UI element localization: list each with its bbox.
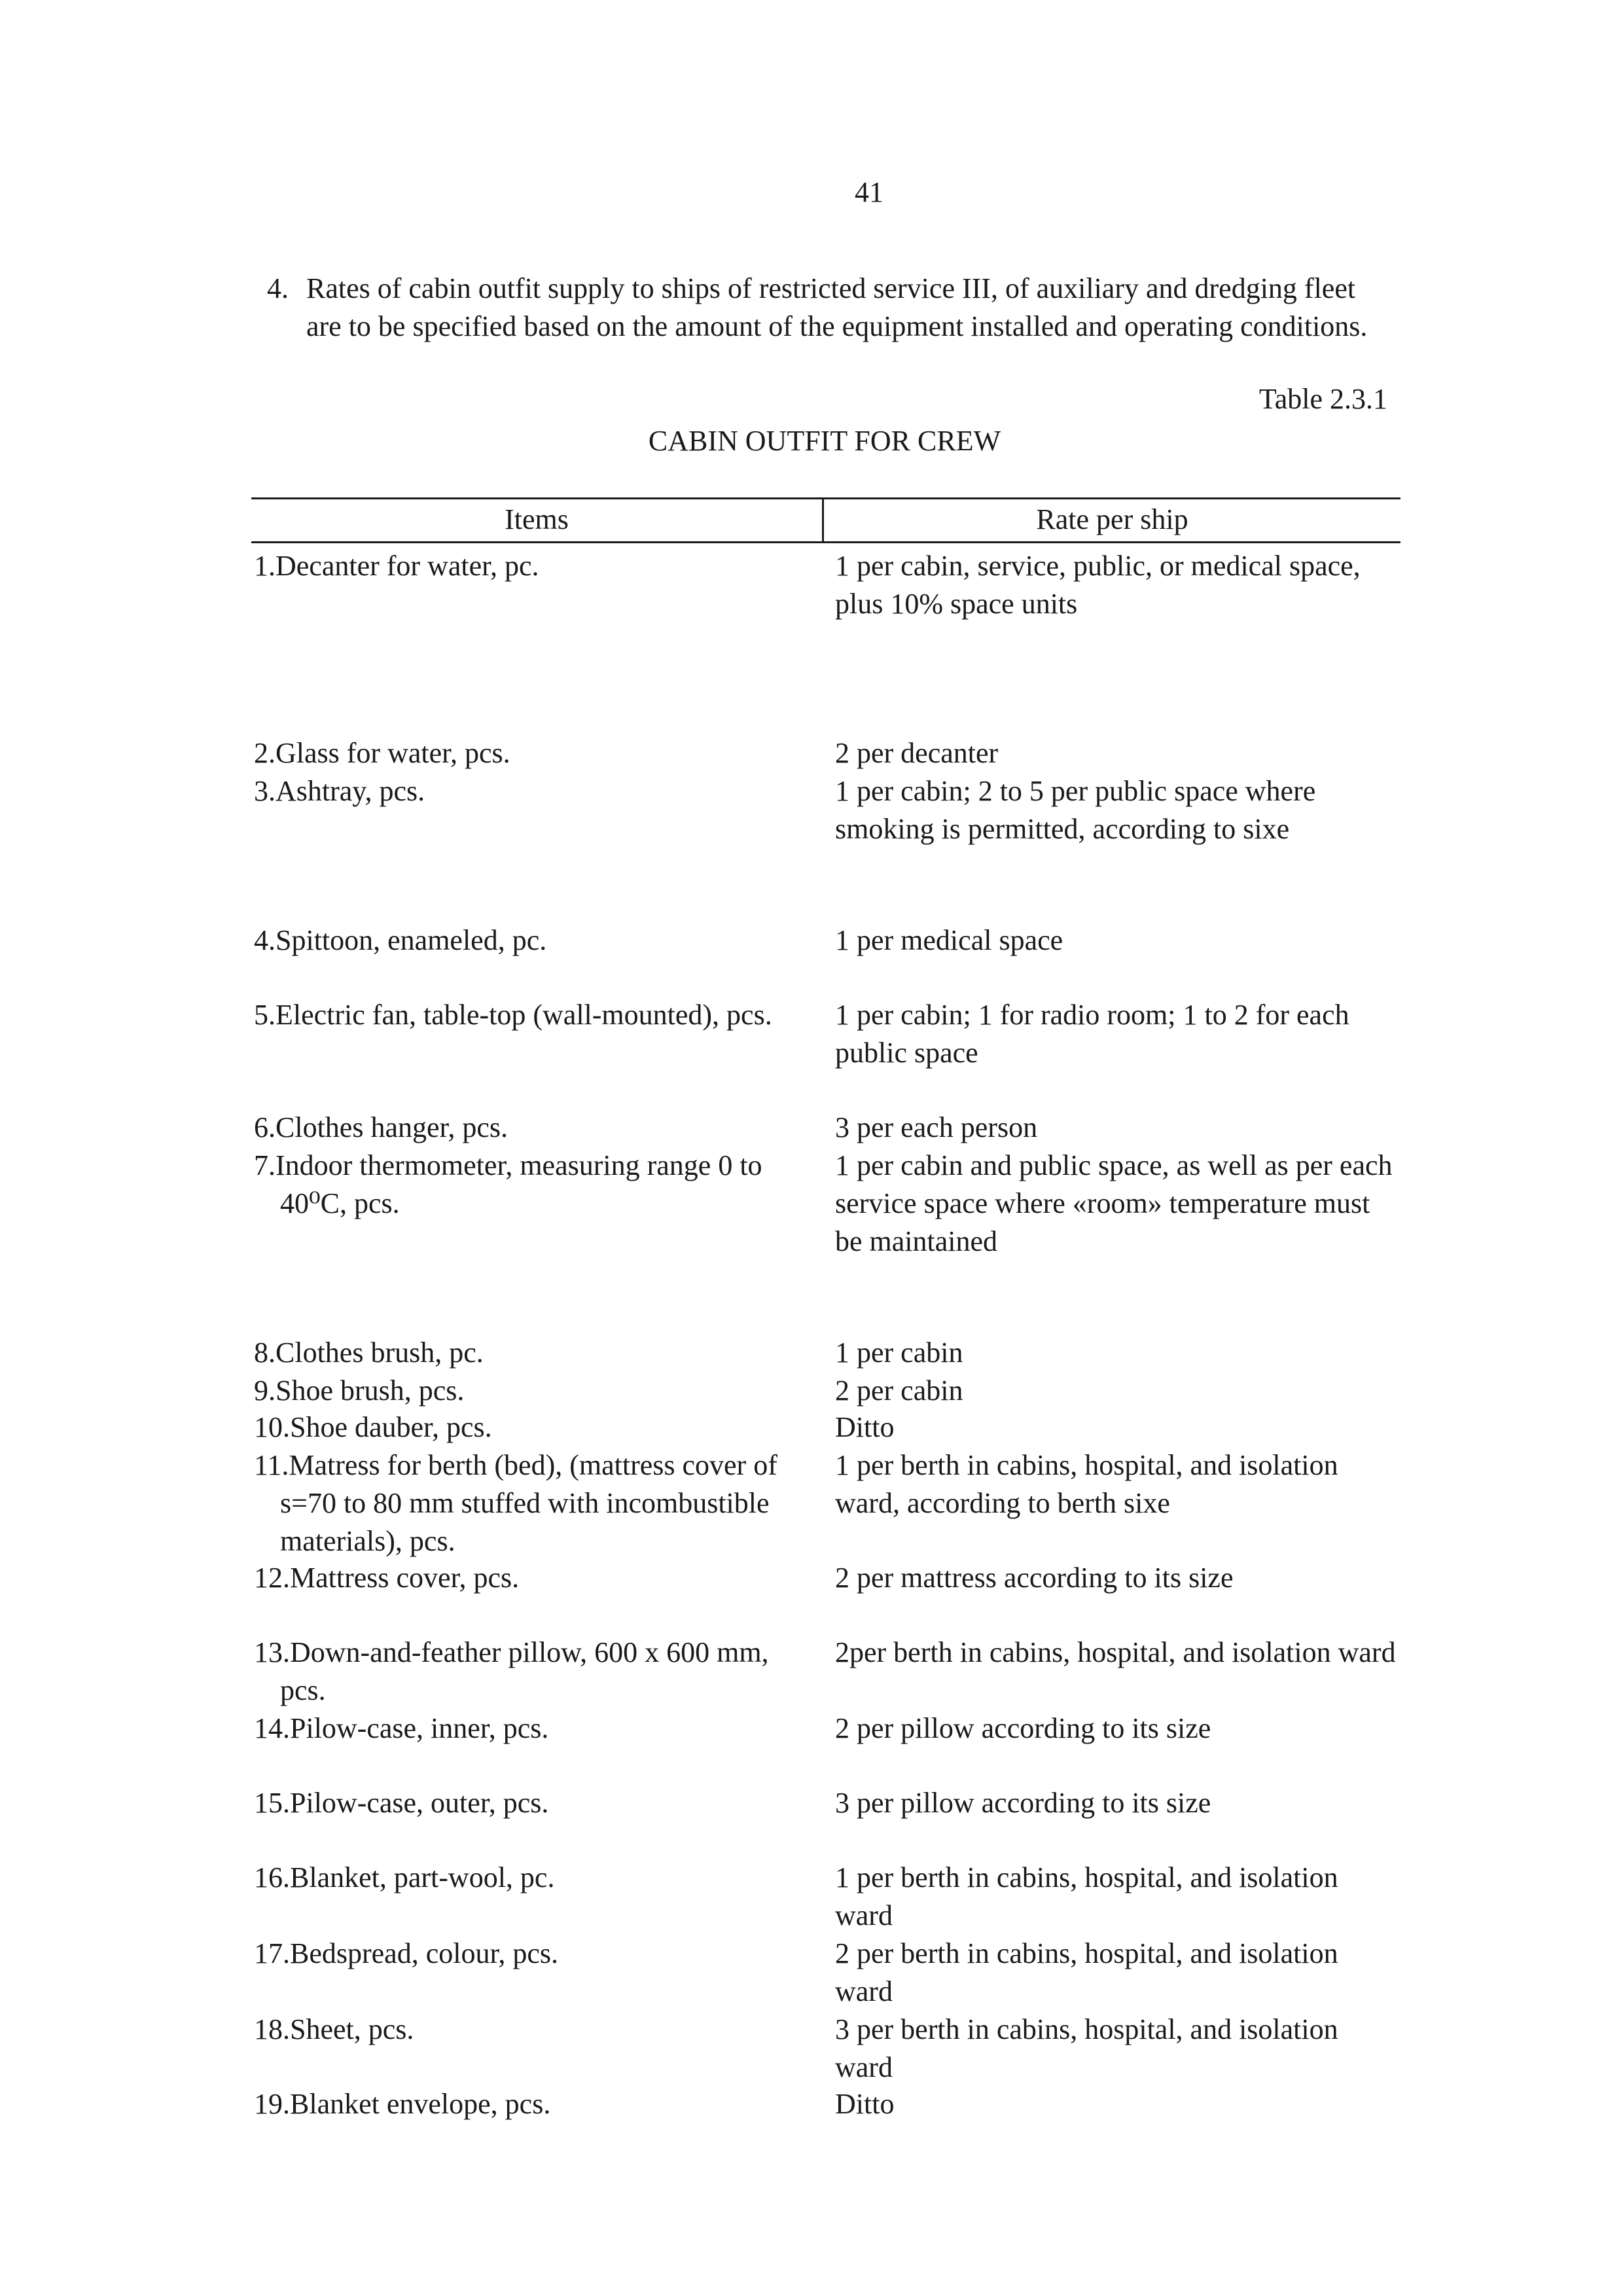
row-rate: 1 per cabin; 2 to 5 per public space where smoking is permitted, according to sixe bbox=[835, 775, 1316, 845]
row-rate: 2 per mattress according to its size bbox=[835, 1562, 1234, 1594]
row-rate: 3 per berth in cabins, hospital, and isolation ward bbox=[835, 2013, 1338, 2083]
row-item: 11.Matress for berth (bed), (mattress cover of s=70 to 80 mm stuffed with incombustible materials), pcs. bbox=[254, 1449, 777, 1557]
row-rate: 1 per medical space bbox=[835, 924, 1063, 956]
row-item: 15.Pilow-case, outer, pcs. bbox=[254, 1787, 549, 1819]
intro-text: Rates of cabin outfit supply to ships of restricted service III, of auxiliary and dredging fleet are to be specified based on the amount of the equipment installed and operating conditions. bbox=[306, 272, 1368, 342]
row-rate: 3 per each person bbox=[835, 1111, 1038, 1143]
row-item: 6.Clothes hanger, pcs. bbox=[254, 1111, 508, 1143]
row-rate: 2 per berth in cabins, hospital, and isolation ward bbox=[835, 1937, 1338, 2007]
row-item: 12.Mattress cover, pcs. bbox=[254, 1562, 520, 1594]
row-rate: Ditto bbox=[835, 1411, 895, 1443]
row-item: 14.Pilow-case, inner, pcs. bbox=[254, 1712, 549, 1744]
row-item: 3.Ashtray, pcs. bbox=[254, 775, 425, 807]
row-item: 2.Glass for water, pcs. bbox=[254, 737, 510, 769]
intro-paragraph bbox=[267, 270, 1393, 346]
table-header-row bbox=[251, 497, 1400, 543]
row-item: 18.Sheet, pcs. bbox=[254, 2013, 414, 2045]
row-rate: 1 per cabin and public space, as well as per each service space where «room» temperature must be maintained bbox=[835, 1149, 1393, 1257]
row-item: 17.Bedspread, colour, pcs. bbox=[254, 1937, 559, 1969]
row-rate: 2 per cabin bbox=[835, 1374, 963, 1407]
intro-number: 4. bbox=[267, 272, 289, 304]
header-items: Items bbox=[505, 503, 569, 535]
row-item: 4.Spittoon, enameled, pc. bbox=[254, 924, 547, 956]
row-item: 7.Indoor thermometer, measuring range 0 to 40⁰C, pcs. bbox=[254, 1149, 762, 1219]
row-rate: 1 per cabin, service, public, or medical space, plus 10% space units bbox=[835, 550, 1361, 620]
row-item: 8.Clothes brush, pc. bbox=[254, 1336, 484, 1369]
row-rate: 1 per berth in cabins, hospital, and isolation ward, according to berth sixe bbox=[835, 1449, 1338, 1519]
row-rate: 2 per decanter bbox=[835, 737, 999, 769]
row-item: 13.Down-and-feather pillow, 600 x 600 mm, pcs. bbox=[254, 1636, 769, 1706]
row-rate: 1 per cabin; 1 for radio room; 1 to 2 for each public space bbox=[835, 999, 1349, 1069]
table-title: CABIN OUTFIT FOR CREW bbox=[648, 425, 1001, 457]
row-item: 10.Shoe dauber, pcs. bbox=[254, 1411, 492, 1443]
page-number: 41 bbox=[855, 176, 883, 208]
row-item: 9.Shoe brush, pcs. bbox=[254, 1374, 465, 1407]
header-rate: Rate per ship bbox=[1036, 503, 1188, 535]
row-rate: Ditto bbox=[835, 2088, 895, 2120]
row-rate: 2per berth in cabins, hospital, and isolation ward bbox=[835, 1636, 1396, 1668]
row-rate: 1 per cabin bbox=[835, 1336, 963, 1369]
row-rate: 3 per pillow according to its size bbox=[835, 1787, 1211, 1819]
row-rate: 1 per berth in cabins, hospital, and isolation ward bbox=[835, 1861, 1338, 1931]
row-item: 5.Electric fan, table-top (wall-mounted), pcs. bbox=[254, 999, 772, 1031]
row-item: 16.Blanket, part-wool, pc. bbox=[254, 1861, 555, 1893]
table-label: Table 2.3.1 bbox=[1258, 383, 1387, 415]
row-item: 19.Blanket envelope, pcs. bbox=[254, 2088, 551, 2120]
row-rate: 2 per pillow according to its size bbox=[835, 1712, 1211, 1744]
row-item: 1.Decanter for water, pc. bbox=[254, 550, 539, 582]
cabin-outfit-table bbox=[251, 497, 1400, 2120]
